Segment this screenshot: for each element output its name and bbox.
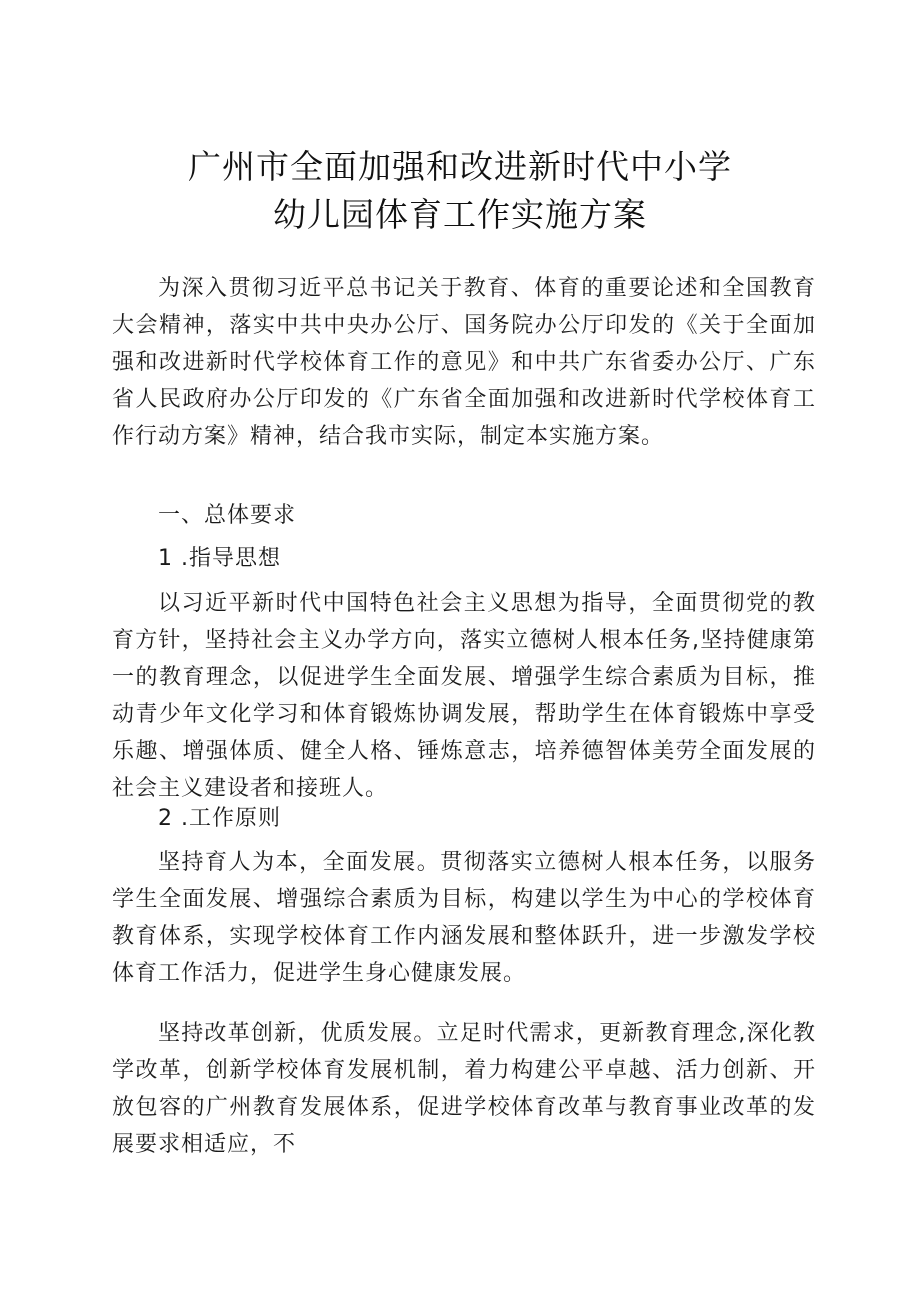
subsection-1-title: .指导思想	[181, 546, 281, 571]
subsection-1-number: 1	[158, 546, 173, 571]
subsection-1-heading	[158, 540, 281, 577]
principle-1-paragraph: 坚持育人为本，全面发展。贯彻落实立德树人根本任务，以服务学生全面发展、增强综合素质为目标，构建以学生为中心的学校体育教育体系，实现学校体育工作内涵发展和整体跃升，进一步激发学校体育工作活力，促进学生身心健康发展。	[112, 850, 816, 986]
subsection-2-heading	[158, 800, 281, 837]
guiding-thought-paragraph: 以习近平新时代中国特色社会主义思想为指导，全面贯彻党的教育方针，坚持社会主义办学方向，落实立德树人根本任务,坚持健康第一的教育理念，以促进学生全面发展、增强学生综合素质为目标，推动青少年文化学习和体育锻炼协调发展，帮助学生在体育锻炼中享受乐趣、增强体质、健全人格、锤炼意志，培养德智体美劳全面发展的社会主义建设者和接班人。	[112, 591, 816, 801]
document-title-line-2: 幼儿园体育工作实施方案	[273, 195, 647, 234]
section-1-heading: 一、总体要求	[158, 503, 297, 528]
document-title-line-1: 广州市全面加强和改进新时代中小学	[188, 147, 732, 186]
principle-2-paragraph: 坚持改革创新，优质发展。立足时代需求，更新教育理念,深化教学改革，创新学校体育发展机制，着力构建公平卓越、活力创新、开放包容的广州教育发展体系，促进学校体育改革与教育事业改革的发展要求相适应，不	[112, 1021, 816, 1157]
intro-paragraph: 为深入贯彻习近平总书记关于教育、体育的重要论述和全国教育大会精神，落实中共中央办公厅、国务院办公厅印发的《关于全面加强和改进新时代学校体育工作的意见》和中共广东省委办公厅、广东省人民政府办公厅印发的《广东省全面加强和改进新时代学校体育工作行动方案》精神，结合我市实际，制定本实施方案。	[112, 276, 816, 449]
subsection-2-title: .工作原则	[181, 806, 281, 831]
subsection-2-number: 2	[158, 806, 173, 831]
